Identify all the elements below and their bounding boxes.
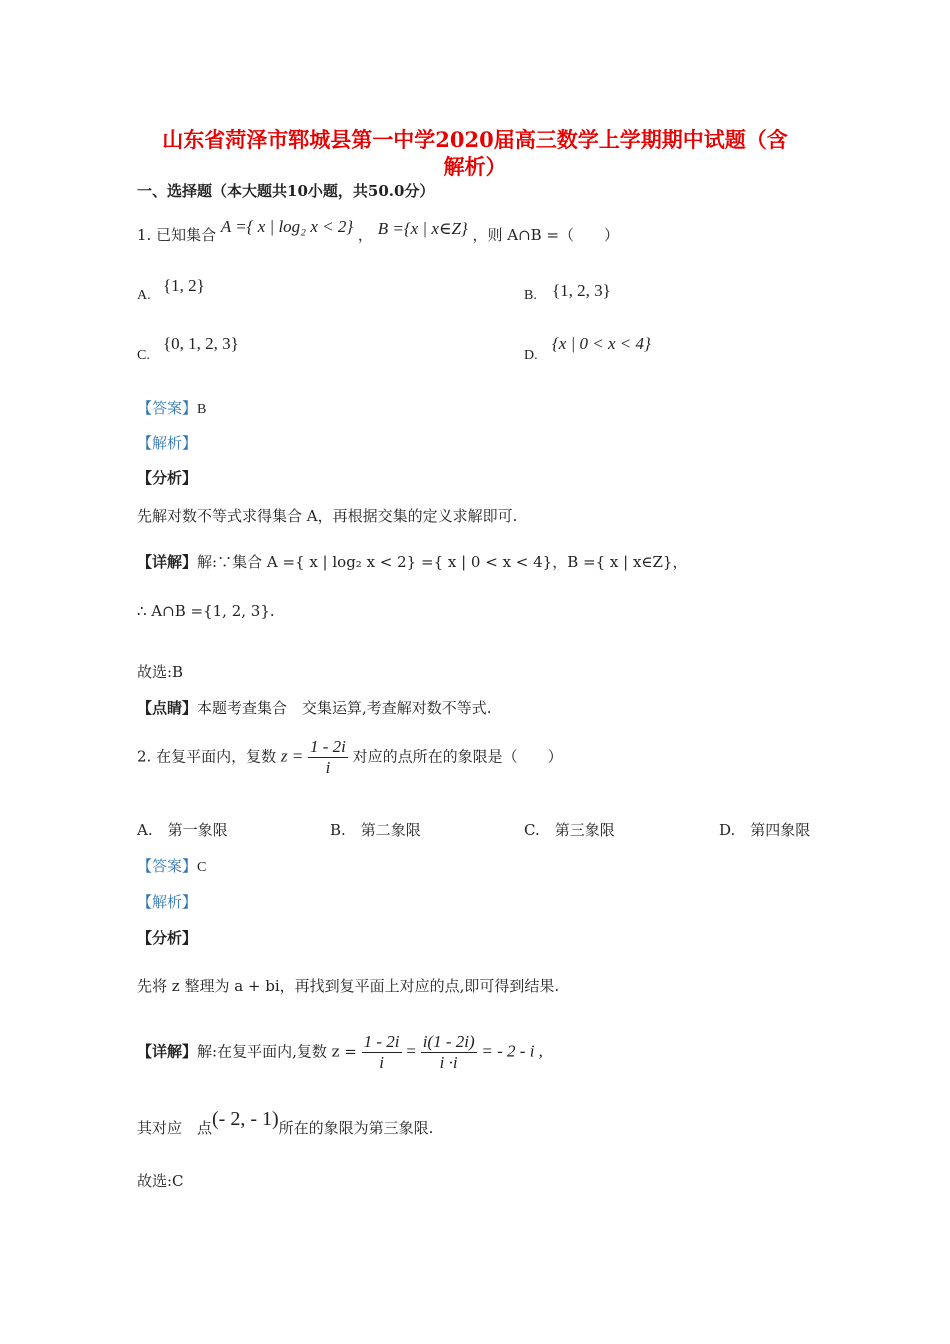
q2-suffix: 对应的点所在的象限是（ ） (352, 747, 563, 766)
q2-point-suffix: 所在的象限为第三象限. (278, 1119, 434, 1137)
q1-stem (137, 217, 620, 245)
q1-dianjing-line (137, 697, 492, 718)
q1-fenxi-text: 先解对数不等式求得集合 A，再根据交集的定义求解即可. (137, 507, 518, 525)
q2-option-a: A. 第一象限 (137, 821, 228, 839)
q1-therefore: ∴ A∩B ={1, 2, 3}. (137, 602, 275, 620)
q1-answer-line (137, 397, 206, 418)
q2-detail-tag: 【详解】 (137, 1042, 198, 1061)
q1-detail-line (137, 551, 687, 572)
q1-jiexi-tag: 【解析】 (137, 434, 198, 452)
q2-fraction-denominator: i (325, 758, 331, 777)
q1-option-d-value: {x | 0 < x < 4} (552, 334, 651, 353)
q1-option-d-label: D. (524, 348, 538, 363)
q1-ask: ，则 A∩B =（ ） (472, 226, 620, 244)
q2-option-c: C. 第三象限 (524, 821, 615, 839)
q2-option-d: D. 第四象限 (719, 821, 811, 839)
q2-detail-line (137, 1032, 543, 1073)
q2-detail-fraction-1-denominator: i (379, 1053, 384, 1072)
q2-answer-value: C (197, 860, 207, 875)
q1-dianjing-text: 本题考查集合 交集运算,考查解对数不等式. (197, 699, 492, 717)
q1-set-a: A ={ x | log₂ x < 2} (220, 217, 354, 236)
q2-fraction-numerator: 1 - 2i (310, 737, 346, 756)
q2-detail-equals: = (406, 1041, 416, 1061)
q1-answer-tag: 【答案】 (137, 399, 198, 417)
q2-jiexi-tag: 【解析】 (137, 893, 198, 911)
q1-guxuan: 故选:B (137, 663, 184, 681)
q1-option-b-label: B. (524, 288, 537, 303)
q2-detail-fraction-1-numerator: 1 - 2i (363, 1032, 400, 1051)
q2-guxuan: 故选:C (137, 1172, 184, 1190)
q2-point-line (137, 1108, 434, 1139)
q2-detail-fraction-1 (362, 1032, 402, 1073)
q1-answer-value: B (197, 402, 207, 417)
section-heading: 一、选择题（本大题共10小题，共50.0分） (137, 182, 435, 200)
q1-option-b-value: {1, 2, 3} (552, 281, 611, 300)
q2-z-eq: z = (280, 746, 304, 766)
q2-point-prefix: 其对应 点 (137, 1119, 213, 1137)
q1-dianjing-tag: 【点睛】 (137, 699, 198, 717)
q1-set-b: B ={x | x∈Z} (377, 219, 468, 238)
q1-prefix: 1. 已知集合 (137, 226, 217, 244)
q1-comma: ， (357, 226, 373, 244)
q2-answer-tag: 【答案】 (137, 857, 198, 875)
q1-option-a-value: {1, 2} (163, 276, 205, 295)
q2-detail-fraction-2 (421, 1032, 477, 1073)
q1-option-c-label: C. (137, 348, 150, 363)
q2-point: (- 2, - 1) (212, 1108, 279, 1130)
q1-fenxi-tag: 【分析】 (137, 469, 198, 487)
q2-detail-prefix: 解:在复平面内,复数 z = (197, 1042, 357, 1061)
q2-detail-fraction-2-denominator: i ·i (439, 1053, 458, 1072)
document-title-line2: 解析） (443, 154, 507, 179)
q2-fraction (308, 737, 348, 778)
q2-prefix: 2. 在复平面内，复数 (137, 747, 277, 766)
q2-detail-result: = - 2 - i , (481, 1041, 543, 1061)
q2-answer-line (137, 855, 206, 876)
q2-stem (137, 737, 563, 778)
q1-option-a-label: A. (137, 288, 151, 303)
q1-detail-tag: 【详解】 (137, 553, 198, 571)
q2-option-b: B. 第二象限 (330, 821, 421, 839)
q1-option-c-value: {0, 1, 2, 3} (163, 334, 239, 353)
document-title-line1: 山东省菏泽市郓城县第一中学2020届高三数学上学期期中试题（含 (162, 127, 788, 152)
q2-fenxi-tag: 【分析】 (137, 929, 198, 947)
q2-fenxi-text: 先将 z 整理为 a + bi，再找到复平面上对应的点,即可得到结果. (137, 977, 560, 995)
q1-detail-text: 解:∵集合 A ={ x | log₂ x < 2} ={ x | 0 < x < 4}，B ={ x | x∈Z}， (197, 553, 688, 571)
q2-detail-fraction-2-numerator: i(1 - 2i) (422, 1032, 475, 1051)
